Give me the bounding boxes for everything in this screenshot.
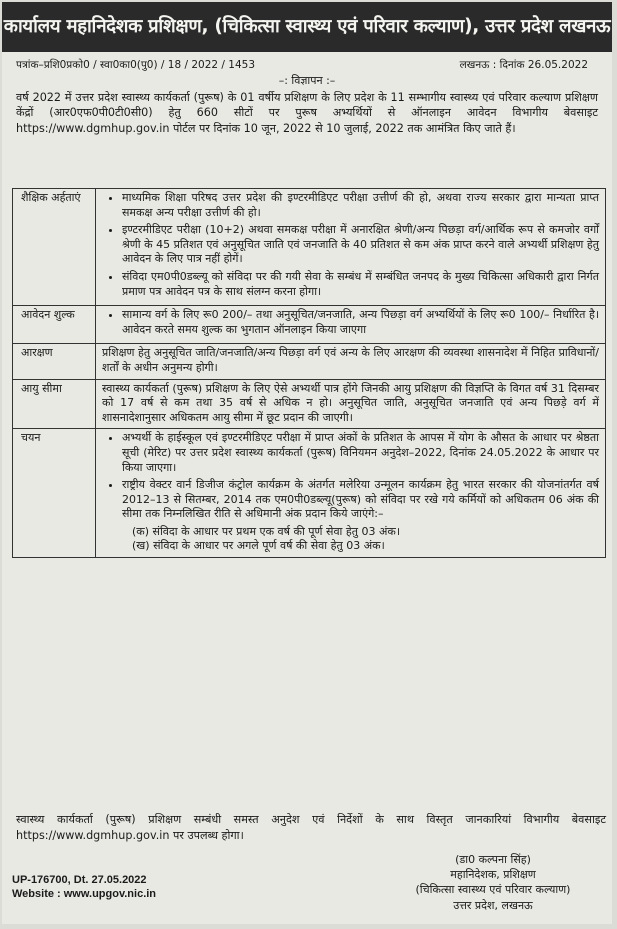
qualification-label: शैक्षिक अर्हताएं (13, 189, 96, 306)
office-title: कार्यालय महानिदेशक प्रशिक्षण, (चिकित्सा स्वास्थ्य एवं परिवार कल्याण), उत्तर प्रदेश लखनऊ (2, 2, 612, 52)
signatory-name: (डा0 कल्पना सिंह) (455, 853, 531, 866)
reference-number: पत्रांक–प्रशि0प्रको0 / स्वा0का0(पु0) / 18 / 2022 / 1453 (16, 59, 256, 71)
fee-content (96, 306, 606, 344)
qualification-point: • संविदा एम0पी0डब्ल्यू को संविदा पर की गयी सेवा के सम्बंध में सम्बंधित जनपद के मुख्य चिकित्सा अधिकारी द्वारा निर्गत प्रमाण पत्र आवेदन पत्र के साथ संलग्न करना होगा। (122, 270, 599, 299)
selection-subpoint: (ख) संविदा के आधार पर अगले पूर्ण वर्ष की सेवा हेतु 03 अंक। (132, 539, 385, 553)
notice-heading: –: विज्ञापन :– (278, 74, 336, 87)
qualification-point: • माध्यमिक शिक्षा परिषद उत्तर प्रदेश की इण्टरमीडिएट परीक्षा उत्तीर्ण की हो, अथवा राज्य सरकार द्वारा मान्यता प्राप्त समकक्ष अन्य परीक्षा उत्तीर्ण की हो। (122, 191, 599, 220)
age-row (13, 379, 606, 429)
qualification-row (13, 189, 606, 306)
fee-point: • सामान्य वर्ग के लिए रू0 200/– तथा अनुसूचित/जनजाति, अन्य पिछड़ा वर्ग अभ्यर्थियों के लिए रू0 100/– निर्धारित है। आवेदन करते समय शुल्क का भुगतान ऑनलाइन किया जाएगा (122, 308, 599, 337)
fee-label: आवेदन शुल्क (13, 306, 96, 344)
selection-row (13, 429, 606, 558)
signature-block (374, 852, 612, 913)
reservation-text: प्रशिक्षण हेतु अनुसूचित जाति/जनजाति/अन्य पिछड़ा वर्ग एवं अन्य के लिए आरक्षण की व्यवस्था शासनादेश में निहित प्राविधानों/शर्तों के अधीन अनुमन्य होगी। (96, 344, 606, 379)
selection-point: • अभ्यर्थी के हाईस्कूल एवं इण्टरमीडिएट परीक्षा में प्राप्त अंकों के प्रतिशत के आपस में योग के औसत के आधार पर श्रेष्ठता सूची (मेरिट) पर उत्तर प्रदेश स्वास्थ्य कार्यकर्ता (पुरूष) विनियमन अनुदेश–2022, दिनांक 24.05.2022 के आधार पर किया जाएगा। (122, 431, 599, 475)
up-number: UP-176700, Dt. 27.05.2022 (12, 874, 147, 886)
age-label: आयु सीमा (13, 379, 96, 429)
publication-footer (12, 873, 156, 901)
website-line: Website : www.upgov.nic.in (12, 888, 157, 900)
signatory-department: (चिकित्सा स्वास्थ्य एवं परिवार कल्याण) (415, 883, 571, 897)
qualification-point: • इण्टरमीडिएट परीक्षा (10+2) अथवा समकक्ष परीक्षा में अनारक्षित श्रेणी/अन्य पिछड़ा वर्ग/आर्थिक रूप से कमजोर वर्गों श्रेणी के 45 प्रतिशत एवं अनुसूचित जाति एवं जनजाति के 40 प्रतिशत से कम अंक प्राप्त करने वाले अभ्यर्थी प्रशिक्षण हेतु आवेदन के लिए पात्र नहीं होगें। (122, 223, 599, 267)
closing-paragraph: स्वास्थ्य कार्यकर्ता (पुरूष) प्रशिक्षण सम्बंधी समस्त अनुदेश एवं निर्देशों के साथ विस्तृत जानकारियां विभागीय बेवसाइट https://www.dgmhup.gov.in पर उपलब्ध होगा। (16, 813, 606, 842)
selection-subpoint: (क) संविदा के आधार पर प्रथम एक वर्ष की पूर्ण सेवा हेतु 03 अंक। (132, 524, 401, 538)
qualification-content (96, 189, 606, 306)
reservation-row (13, 344, 606, 379)
age-text: स्वास्थ्य कार्यकर्ता (पुरूष) प्रशिक्षण के लिए ऐसे अभ्यर्थी पात्र होंगे जिनकी आयु प्रशिक्षण की विज्ञप्ति के विगत वर्ष 31 दिसम्बर को 17 वर्ष से कम तथा 35 वर्ष से अधिक न हो। अनुसूचित जाति, अनुसूचित जनजाति एवं अन्य पिछड़े वर्ग में शासनादेशानुसार अधिकतम आयु सीमा में छूट प्रदान की जाएगी। (96, 379, 606, 429)
details-table (12, 188, 606, 558)
intro-paragraph: वर्ष 2022 में उत्तर प्रदेश स्वास्थ्य कार्यकर्ता (पुरूष) के 01 वर्षीय प्रशिक्षण के लिए प्रदेश के 11 सम्भागीय स्वास्थ्य एवं परिवार कल्याण प्रशिक्षण केंद्रों (आर0एफ0पी0टी0सी0) हेतु 660 सीटों पर पुरूष अभ्यर्थियों से ऑनलाइन आवेदन विभागीय बेवसाइट https://www.dgmhup.gov.in पोर्टल पर दिनांक 10 जून, 2022 से 10 जुलाई, 2022 तक आमंत्रित किए जाते हैं। (16, 91, 598, 135)
place-date: लखनऊ : दिनांक 26.05.2022 (459, 59, 588, 71)
selection-content (96, 429, 606, 558)
signatory-designation: महानिदेशक, प्रशिक्षण (450, 868, 536, 882)
fee-row (13, 306, 606, 344)
signatory-place: उत्तर प्रदेश, लखनऊ (453, 898, 533, 912)
reservation-label: आरक्षण (13, 344, 96, 379)
selection-label: चयन (13, 429, 96, 558)
newspaper-advertisement (2, 2, 612, 924)
selection-point: • राष्ट्रीय वेक्टर वार्न डिजीज कंट्रोल कार्यक्रम के अंतर्गत मलेरिया उन्मूलन कार्यक्रम हेतु भारत सरकार की योजनांतर्गत वर्ष 2012–13 से सितम्बर, 2014 तक एम0पी0डब्ल्यू(पुरूष) को संविदा पर रखे गये कर्मियों को अधिकतम 06 अंक की सीमा तक निम्नलिखित रीति से अधिमानी अंक प्रदान किये जाएंगे:– (122, 478, 599, 522)
